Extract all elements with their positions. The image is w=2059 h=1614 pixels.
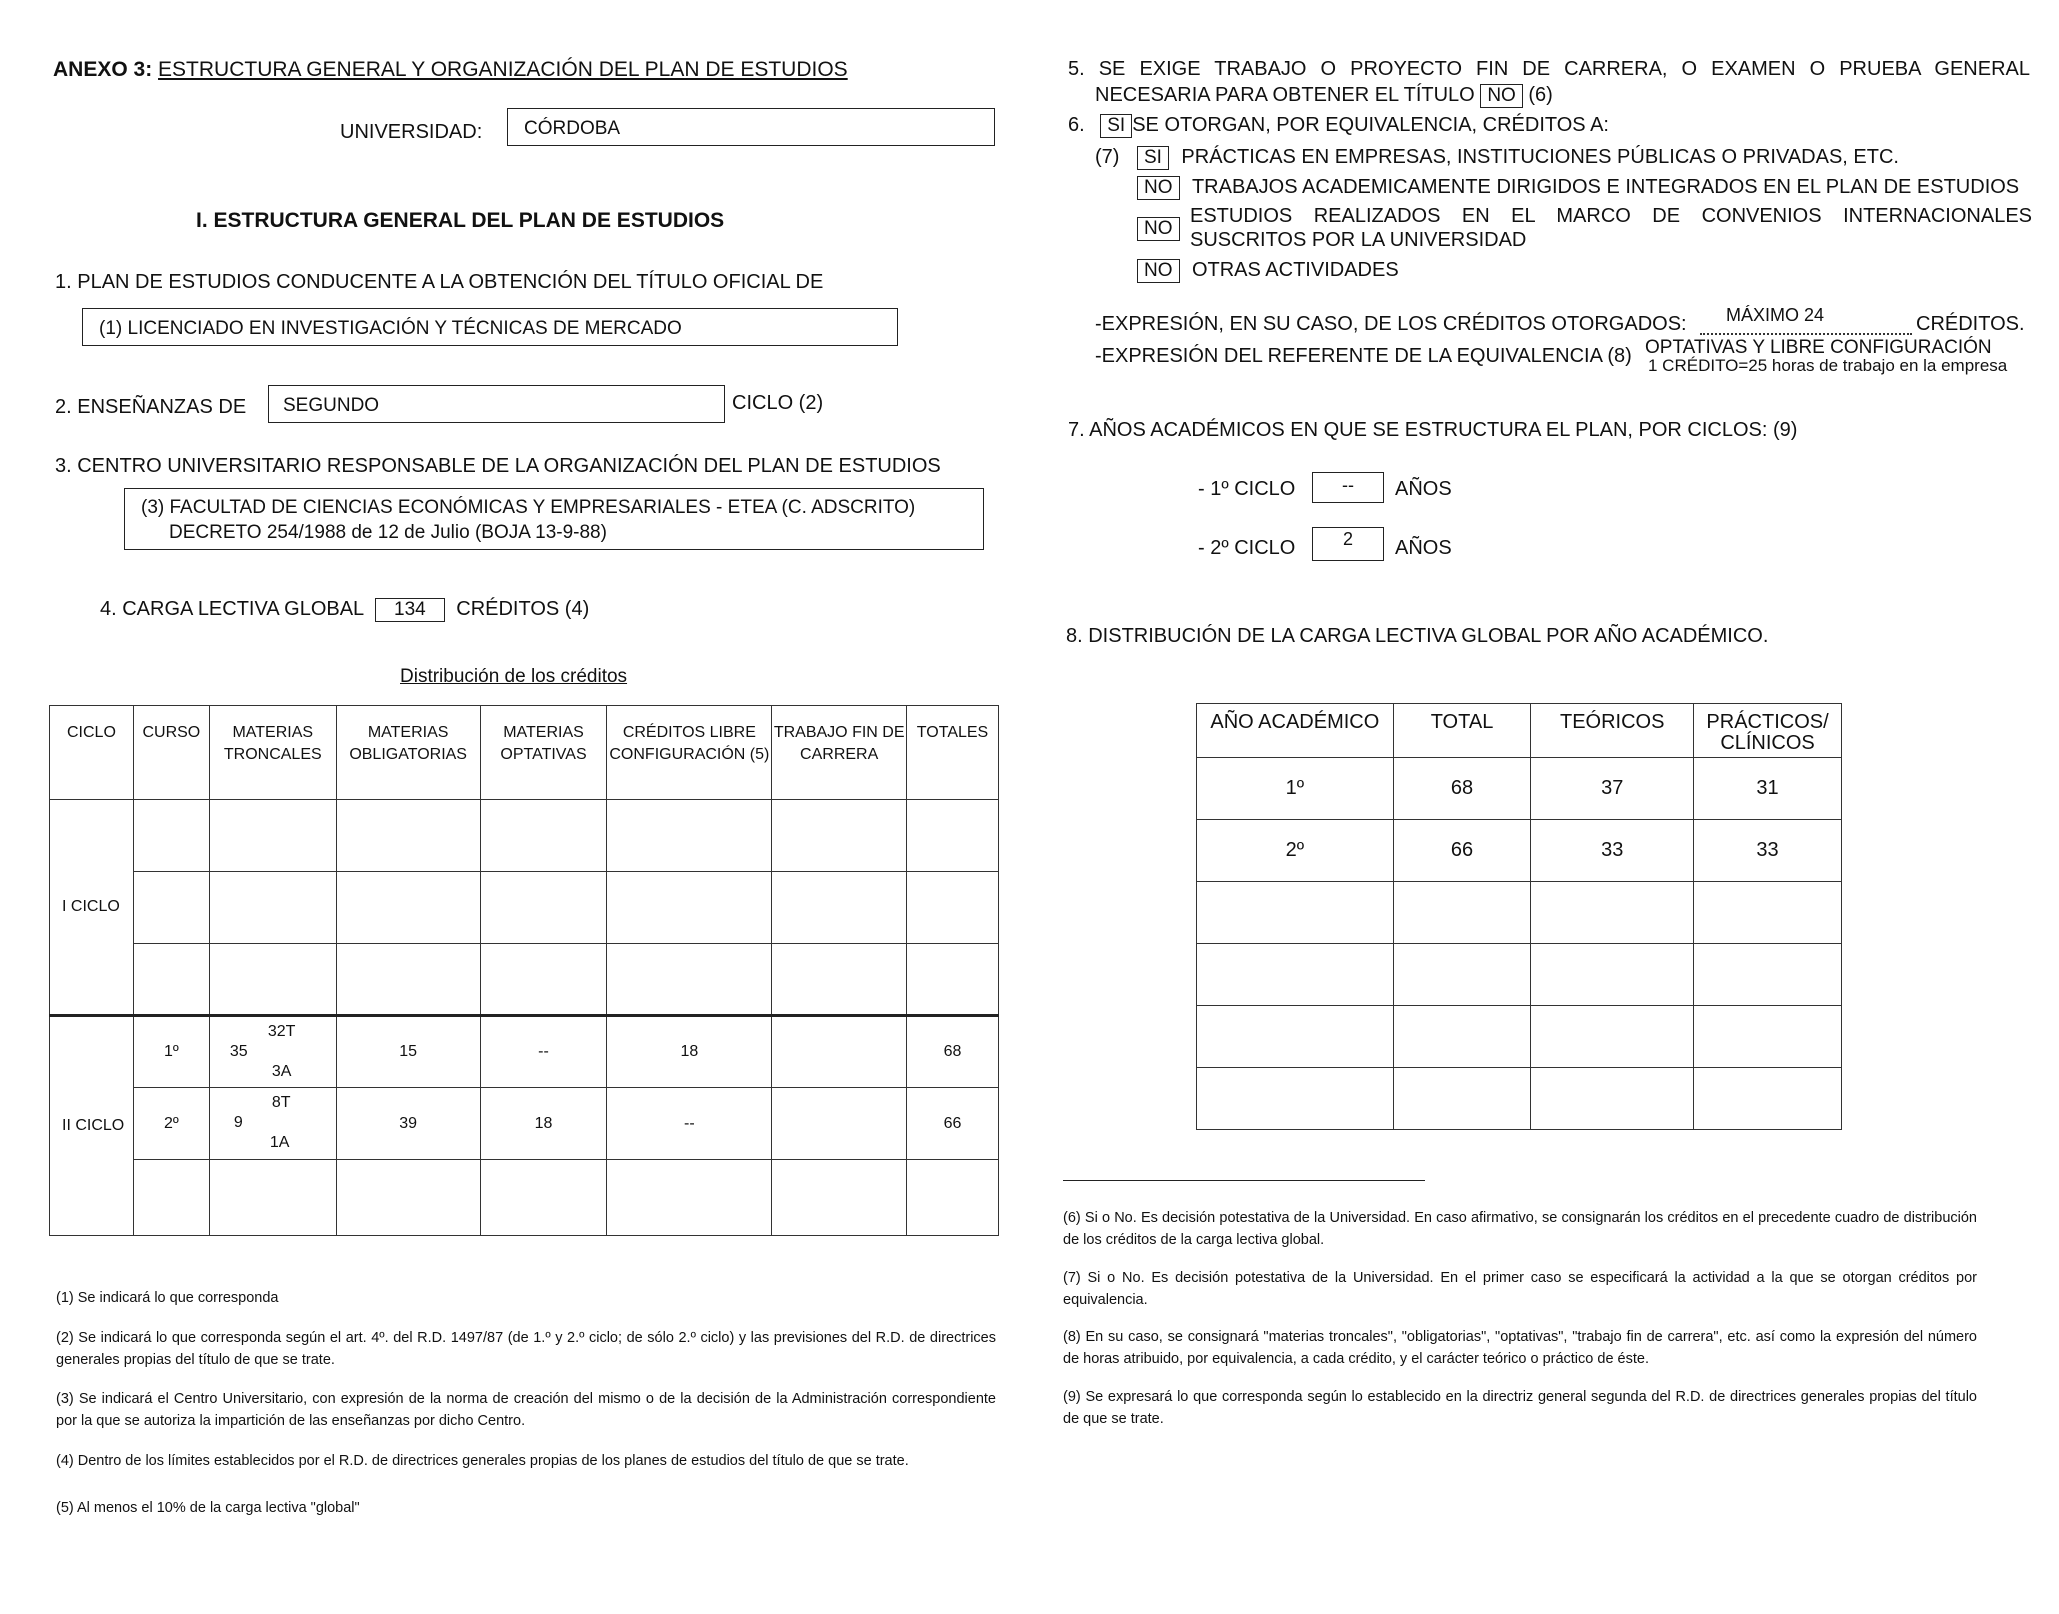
ciclo1-label: I CICLO	[50, 800, 134, 1016]
ciclo2-label: II CICLO	[50, 1016, 134, 1236]
item1-field	[82, 308, 898, 346]
expr1-dots	[1700, 333, 1912, 335]
totales-2: 66	[907, 1088, 999, 1160]
obligatorias-1: 15	[336, 1016, 480, 1088]
right-footnote-6: (6) Si o No. Es decisión potestativa de la Universidad. En caso afirmativo, se consignarán los créditos en el precedente cuadro de distribución de los créditos de la carga lectiva global.	[1063, 1210, 1977, 1248]
ciclo2-label-right: - 2º CICLO	[1198, 537, 1296, 559]
header-ciclo: CICLO	[50, 706, 134, 800]
libre-2: --	[607, 1088, 772, 1160]
left-footnote-3: (3) Se indicará el Centro Universitario, con expresión de la norma de creación del mismo o de la decisión de la Administración correspondiente por la que se autoriza la impartición de las enseñanzas por dicho Centro.	[56, 1391, 996, 1429]
universidad-field	[507, 108, 995, 146]
item6-text: SE OTORGAN, POR EQUIVALENCIA, CRÉDITOS A:	[1132, 114, 1609, 136]
item8-label: 8. DISTRIBUCIÓN DE LA CARGA LECTIVA GLOBAL POR AÑO ACADÉMICO.	[1066, 625, 1769, 647]
left-footnote-5: (5) Al menos el 10% de la carga lectiva "global"	[56, 1500, 360, 1516]
item2-suffix: CICLO (2)	[732, 392, 824, 414]
item7-label: 7. AÑOS ACADÉMICOS EN QUE SE ESTRUCTURA EL PLAN, POR CICLOS: (9)	[1068, 419, 1798, 441]
item3-line2: DECRETO 254/1988 de 12 de Julio (BOJA 13-9-88)	[169, 522, 607, 543]
year-2-teoricos: 33	[1531, 820, 1694, 882]
item3-field	[124, 488, 984, 550]
year-2-total: 66	[1393, 820, 1531, 882]
trabajo-2	[772, 1088, 907, 1160]
expr2-label: -EXPRESIÓN DEL REFERENTE DE LA EQUIVALENCIA (8)	[1095, 345, 1632, 367]
left-footnote-2: (2) Se indicará lo que corresponda según el art. 4º. del R.D. 1497/87 (de 1.º y 2.º ciclo; de sólo 2.º ciclo) y las previsiones del R.D. de directrices generales propias del título de que se trate.	[56, 1330, 996, 1368]
option-3-text: ESTUDIOS REALIZADOS EN EL MARCO DE CONVENIOS INTERNACIONALES SUSCRITOS POR LA UNIVERSIDAD	[1190, 205, 2032, 251]
year-2: 2º	[1197, 820, 1394, 882]
years-header-total: TOTAL	[1393, 704, 1531, 758]
table-row	[1197, 820, 1842, 882]
table-row	[50, 1088, 999, 1160]
annex-label: ANEXO 3:	[53, 58, 153, 81]
optativas-1: --	[480, 1016, 607, 1088]
years-table	[1196, 703, 1842, 1130]
header-troncales: MATERIAS TRONCALES	[209, 706, 336, 800]
totales-1: 68	[907, 1016, 999, 1088]
left-footnote-4: (4) Dentro de los límites establecidos por el R.D. de directrices generales propias de los planes de estudios del título de que se trate.	[56, 1453, 909, 1469]
expr1-suffix: CRÉDITOS.	[1916, 313, 2025, 335]
item5-line2: NECESARIA PARA OBTENER EL TÍTULO	[1095, 84, 1475, 106]
item6-row	[1068, 114, 1609, 138]
option-row-4	[1137, 259, 1399, 283]
option-1-text: PRÁCTICAS EN EMPRESAS, INSTITUCIONES PÚBLICAS O PRIVADAS, ETC.	[1181, 146, 1899, 168]
item4-value: 134	[375, 598, 445, 622]
right-footnote-7: (7) Si o No. Es decisión potestativa de la Universidad. En el primer caso se especificará la actividad a la que se otorgan créditos por equivalencia.	[1063, 1270, 1977, 1308]
item6-value: SI	[1100, 114, 1132, 138]
ciclo1-years: --	[1312, 472, 1384, 503]
years-header-teoricos: TEÓRICOS	[1531, 704, 1694, 758]
item2-label: 2. ENSEÑANZAS DE	[55, 396, 247, 418]
item4-label: 4. CARGA LECTIVA GLOBAL	[100, 598, 364, 620]
universidad-value: CÓRDOBA	[524, 118, 621, 139]
table-row	[1197, 882, 1842, 944]
curso-1: 1º	[133, 1016, 209, 1088]
years-header-practicos: PRÁCTICOS/ CLÍNICOS	[1694, 704, 1842, 758]
right-footnote-8: (8) En su caso, se consignará "materias troncales", "obligatorias", "optativas", "trabajo fin de carrera", etc. así como la expresión del número de horas atribuido, por equivalencia, a cada crédito, y el carácter teórico o práctico de éste.	[1063, 1329, 1977, 1367]
option-2-text: TRABAJOS ACADEMICAMENTE DIRIGIDOS E INTEGRADOS EN EL PLAN DE ESTUDIOS	[1191, 176, 2020, 198]
curso-2: 2º	[133, 1088, 209, 1160]
ciclo1-label-right: - 1º CICLO	[1198, 478, 1296, 500]
year-1: 1º	[1197, 758, 1394, 820]
item5-suffix: (6)	[1528, 84, 1553, 106]
option-4-value: NO	[1137, 259, 1180, 283]
troncales-total-2: 9	[233, 1114, 243, 1131]
header-optativas: MATERIAS OPTATIVAS	[480, 706, 607, 800]
credits-table	[49, 705, 999, 1236]
table-row	[1197, 944, 1842, 1006]
optativas-2: 18	[480, 1088, 607, 1160]
ciclo2-years: 2	[1312, 527, 1384, 561]
item5-value: NO	[1480, 84, 1523, 108]
troncales-t-2: 8T	[271, 1094, 291, 1111]
table-row	[1197, 1006, 1842, 1068]
item5-line1: 5. SE EXIGE TRABAJO O PROYECTO FIN DE CARRERA, O EXAMEN O PRUEBA GENERAL	[1068, 58, 2030, 80]
trabajo-1	[772, 1016, 907, 1088]
obligatorias-2: 39	[336, 1088, 480, 1160]
header-libre: CRÉDITOS LIBRE CONFIGURACIÓN (5)	[607, 706, 772, 800]
option-4-text: OTRAS ACTIVIDADES	[1191, 259, 1399, 281]
footnote-divider	[1063, 1180, 1425, 1181]
header-trabajo: TRABAJO FIN DE CARRERA	[772, 706, 907, 800]
expr2-value2: 1 CRÉDITO=25 horas de trabajo en la empresa	[1648, 356, 2008, 375]
table-row	[1197, 758, 1842, 820]
table-row	[50, 1160, 999, 1236]
troncales-total-1: 35	[229, 1043, 248, 1060]
troncales-t-1: 32T	[267, 1023, 296, 1040]
annex-title: ESTRUCTURA GENERAL Y ORGANIZACIÓN DEL PLAN DE ESTUDIOS	[158, 58, 848, 81]
expr2-value1: OPTATIVAS Y LIBRE CONFIGURACIÓN	[1645, 337, 1992, 358]
option-row-1	[1137, 146, 1899, 170]
table-row	[50, 872, 999, 944]
annex-heading	[53, 58, 848, 82]
item3-line1: (3) FACULTAD DE CIENCIAS ECONÓMICAS Y EMPRESARIALES - ETEA (C. ADSCRITO)	[141, 497, 916, 518]
troncales-1	[209, 1016, 336, 1088]
item3-label: 3. CENTRO UNIVERSITARIO RESPONSABLE DE LA ORGANIZACIÓN DEL PLAN DE ESTUDIOS	[55, 455, 941, 477]
section-title: I. ESTRUCTURA GENERAL DEL PLAN DE ESTUDIOS	[196, 209, 725, 232]
year-1-teoricos: 37	[1531, 758, 1694, 820]
table-row	[1197, 1068, 1842, 1130]
universidad-label: UNIVERSIDAD:	[340, 121, 483, 143]
header-obligatorias: MATERIAS OBLIGATORIAS	[336, 706, 480, 800]
right-footnote-9: (9) Se expresará lo que corresponda según lo establecido en la directriz general segunda del R.D. de directrices generales propias del título de que se trate.	[1063, 1389, 1977, 1427]
option-1-value: SI	[1137, 146, 1169, 170]
option-3-value: NO	[1137, 217, 1180, 241]
item4-suffix: CRÉDITOS (4)	[456, 598, 590, 620]
item6-prefix: 6.	[1068, 114, 1085, 136]
troncales-2	[209, 1088, 336, 1160]
item5-row	[1095, 84, 1553, 108]
table-row	[50, 944, 999, 1016]
item1-label: 1. PLAN DE ESTUDIOS CONDUCENTE A LA OBTENCIÓN DEL TÍTULO OFICIAL DE	[55, 271, 824, 293]
table-row	[50, 1016, 999, 1088]
item1-value: (1) LICENCIADO EN INVESTIGACIÓN Y TÉCNICAS DE MERCADO	[99, 318, 682, 339]
expr1-value: MÁXIMO 24	[1726, 305, 1825, 325]
item7-prefix: (7)	[1095, 146, 1120, 168]
credits-caption: Distribución de los créditos	[400, 666, 628, 687]
item2-value: SEGUNDO	[283, 395, 380, 416]
header-totales: TOTALES	[907, 706, 999, 800]
year-1-practicos: 31	[1694, 758, 1842, 820]
anos-label-2: AÑOS	[1395, 537, 1452, 559]
item2-field	[268, 385, 725, 423]
libre-1: 18	[607, 1016, 772, 1088]
option-row-2	[1137, 176, 2019, 200]
anos-label-1: AÑOS	[1395, 478, 1452, 500]
header-curso: CURSO	[133, 706, 209, 800]
item4-row	[100, 598, 589, 622]
troncales-a-1: 3A	[271, 1063, 292, 1080]
year-2-practicos: 33	[1694, 820, 1842, 882]
years-header-ano: AÑO ACADÉMICO	[1197, 704, 1394, 758]
expr1-label: -EXPRESIÓN, EN SU CASO, DE LOS CRÉDITOS OTORGADOS:	[1095, 313, 1687, 335]
troncales-a-2: 1A	[269, 1134, 290, 1151]
year-1-total: 68	[1393, 758, 1531, 820]
option-2-value: NO	[1137, 176, 1180, 200]
left-footnote-1: (1) Se indicará lo que corresponda	[56, 1290, 279, 1306]
option-row-3	[1137, 217, 1180, 241]
